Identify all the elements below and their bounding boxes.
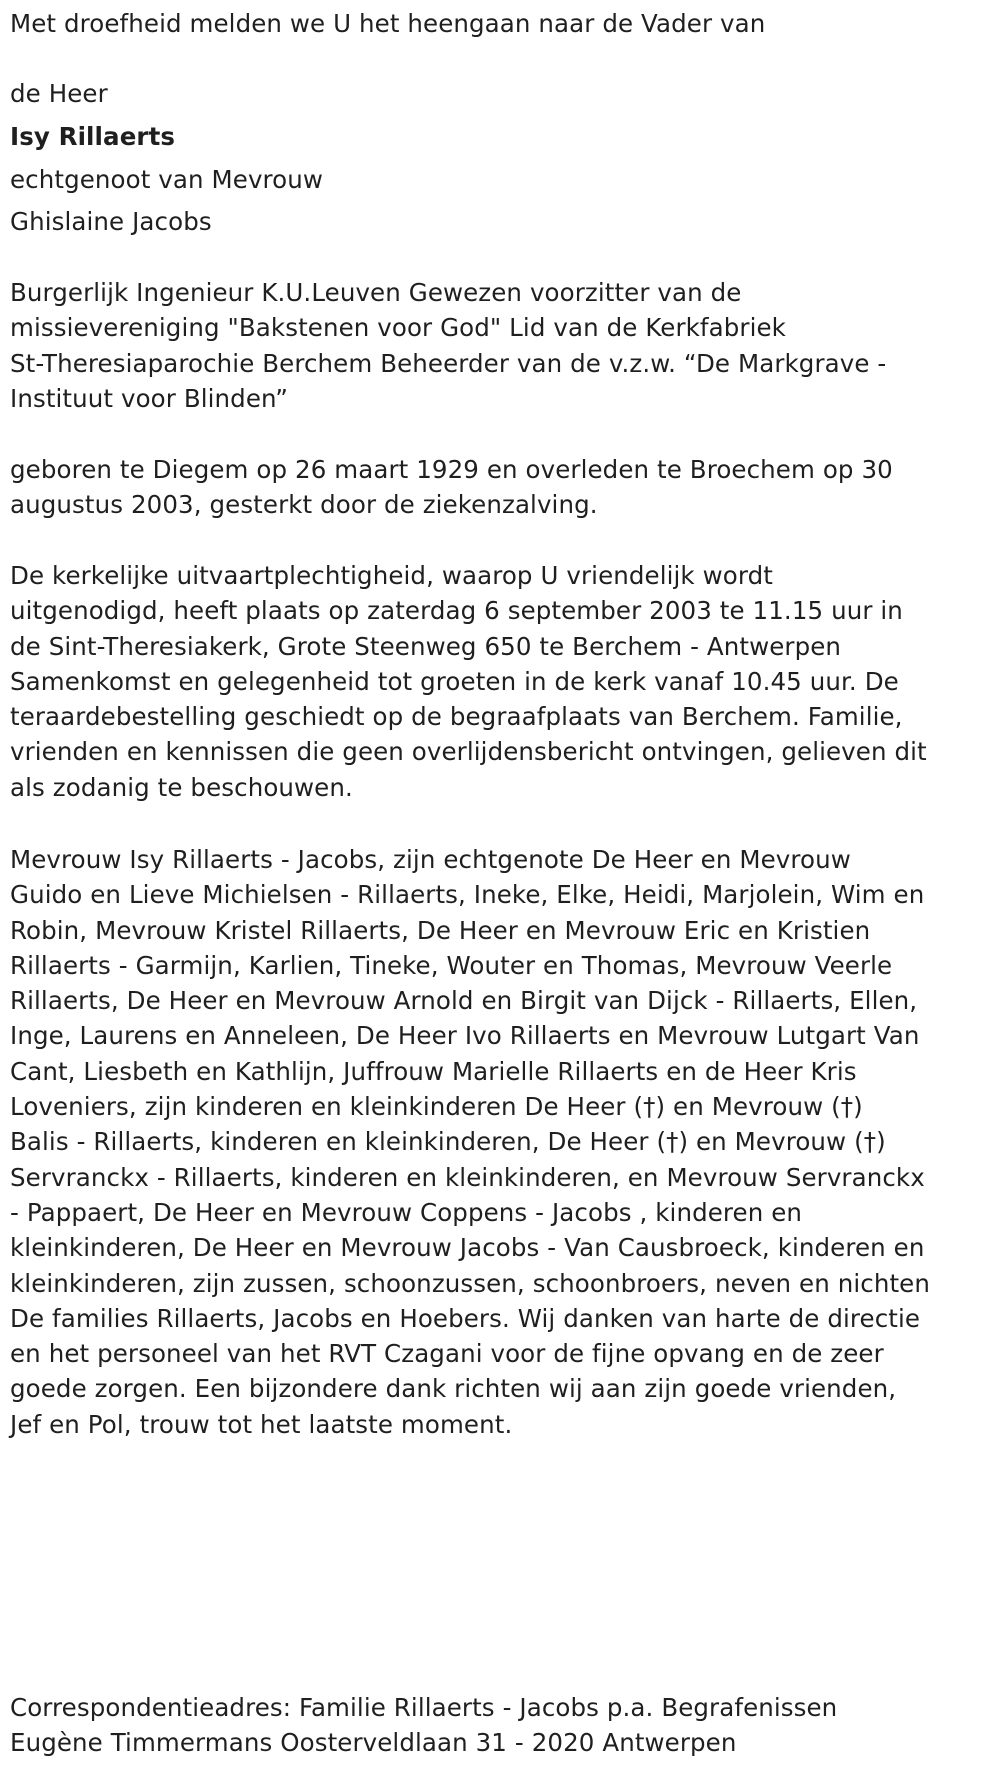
funeral-line: Samenkomst en gelegenheid tot groeten in de kerk vanaf 10.45 uur. De [10, 666, 899, 696]
family-line: en het personeel van het RVT Czagani voor de fijne opvang en de zeer [10, 1339, 884, 1369]
correspondence-address [10, 1690, 837, 1761]
family-paragraph [10, 842, 930, 1442]
birth-death-line: augustus 2003, gesterkt door de ziekenzalving. [10, 490, 598, 520]
family-line: Servranckx - Rillaerts, kinderen en kleinkinderen, en Mevrouw Servranckx [10, 1162, 925, 1192]
funeral-line: de Sint-Theresiakerk, Grote Steenweg 650 te Berchem - Antwerpen [10, 631, 842, 661]
deceased-title: de Heer [10, 79, 108, 108]
family-line: Loveniers, zijn kinderen en kleinkinderen De Heer (†) en Mevrouw (†) [10, 1092, 863, 1122]
address-line: Eugène Timmermans Oosterveldlaan 31 - 2020 Antwerpen [10, 1728, 737, 1758]
family-line: Rillaerts - Garmijn, Karlien, Tineke, Wouter en Thomas, Mevrouw Veerle [10, 950, 893, 980]
family-line: Jef en Pol, trouw tot het laatste moment. [10, 1409, 513, 1439]
spouse-label: echtgenoot van Mevrouw [10, 165, 324, 194]
funeral-line: teraardebestelling geschiedt op de begraafplaats van Berchem. Familie, [10, 702, 903, 732]
career-line: St-Theresiaparochie Berchem Beheerder van de v.z.w. “De Markgrave - [10, 348, 887, 378]
funeral-line: als zodanig te beschouwen. [10, 772, 353, 802]
family-line: Rillaerts, De Heer en Mevrouw Arnold en Birgit van Dijck - Rillaerts, Ellen, [10, 986, 918, 1016]
birth-death-line: geboren te Diegem op 26 maart 1929 en overleden te Broechem op 30 [10, 455, 893, 484]
career-line: Burgerlijk Ingenieur K.U.Leuven Gewezen voorzitter van de [10, 278, 742, 307]
family-line: goede zorgen. Een bijzondere dank richten wij aan zijn goede vrienden, [10, 1374, 897, 1404]
address-line: Correspondentieadres: Familie Rillaerts - Jacobs p.a. Begrafenissen [10, 1693, 838, 1722]
family-line: Guido en Lieve Michielsen - Rillaerts, Ineke, Elke, Heidi, Marjolein, Wim en [10, 880, 925, 910]
funeral-line: uitgenodigd, heeft plaats op zaterdag 6 september 2003 te 11.15 uur in [10, 596, 903, 626]
career-paragraph [10, 275, 886, 416]
funeral-line: vrienden en kennissen die geen overlijdensbericht ontvingen, gelieven dit [10, 737, 927, 767]
deceased-name: Isy Rillaerts [10, 122, 176, 151]
family-line: kleinkinderen, zijn zussen, schoonzussen, schoonbroers, neven en nichten [10, 1268, 930, 1298]
funeral-paragraph [10, 558, 927, 805]
family-line: Robin, Mevrouw Kristel Rillaerts, De Heer en Mevrouw Eric en Kristien [10, 915, 871, 945]
spouse-name: Ghislaine Jacobs [10, 207, 212, 236]
funeral-line: De kerkelijke uitvaartplechtigheid, waarop U vriendelijk wordt [10, 561, 773, 590]
family-line: Inge, Laurens en Anneleen, De Heer Ivo Rillaerts en Mevrouw Lutgart Van [10, 1021, 920, 1051]
family-line: Mevrouw Isy Rillaerts - Jacobs, zijn echtgenote De Heer en Mevrouw [10, 845, 851, 874]
family-line: kleinkinderen, De Heer en Mevrouw Jacobs - Van Causbroeck, kinderen en [10, 1233, 925, 1263]
career-line: missievereniging "Bakstenen voor God" Lid van de Kerkfabriek [10, 313, 786, 343]
birth-death-paragraph [10, 452, 893, 523]
family-line: Balis - Rillaerts, kinderen en kleinkinderen, De Heer (†) en Mevrouw (†) [10, 1127, 886, 1157]
family-line: De families Rillaerts, Jacobs en Hoebers. Wij danken van harte de directie [10, 1303, 921, 1333]
intro-text: Met droefheid melden we U het heengaan naar de Vader van [10, 9, 766, 38]
career-line: Instituut voor Blinden” [10, 383, 289, 413]
family-line: - Pappaert, De Heer en Mevrouw Coppens - Jacobs , kinderen en [10, 1197, 803, 1227]
family-line: Cant, Liesbeth en Kathlijn, Juffrouw Marielle Rillaerts en de Heer Kris [10, 1056, 857, 1086]
